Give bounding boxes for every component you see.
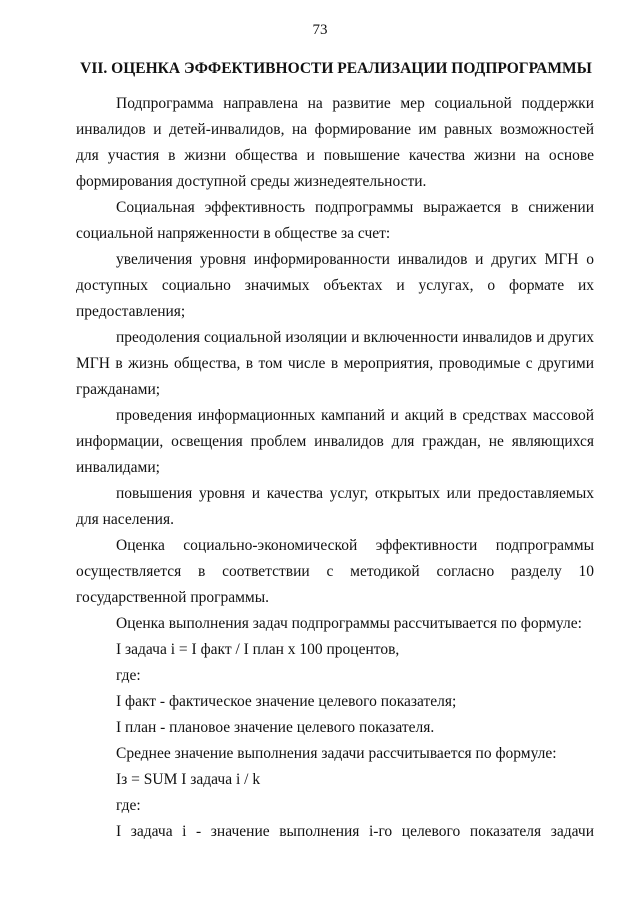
paragraph: Оценка социально-экономической эффективности подпрограммы осуществляется в соответствии с методикой согласно разделу 10 государственной программы.: [76, 537, 594, 606]
paragraph: I план - плановое значение целевого показателя.: [116, 719, 435, 736]
paragraph: преодоления социальной изоляции и включенности инвалидов и других МГН в жизнь общества, в том числе в мероприятия, проводимые с другими гражданами;: [76, 329, 594, 398]
paragraph: Социальная эффективность подпрограммы выражается в снижении социальной напряженности в обществе за счет:: [76, 199, 594, 242]
formula-line: Iз = SUM I задача i / k: [116, 771, 261, 788]
paragraph: где:: [116, 797, 141, 814]
paragraph: где:: [116, 667, 141, 684]
paragraph: Среднее значение выполнения задачи рассчитывается по формуле:: [116, 745, 557, 762]
paragraph: увеличения уровня информированности инвалидов и других МГН о доступных социально значимых объектах и услугах, о формате их предоставления;: [76, 251, 594, 320]
formula-line: I задача i = I факт / I план x 100 процентов,: [116, 641, 400, 658]
section-heading: VII. ОЦЕНКА ЭФФЕКТИВНОСТИ РЕАЛИЗАЦИИ ПОДПРОГРАММЫ: [80, 60, 592, 77]
paragraph: Оценка выполнения задач подпрограммы рассчитывается по формуле:: [116, 615, 582, 632]
paragraph: I задача i - значение выполнения i-го целевого показателя задачи: [116, 823, 594, 840]
body-text: [76, 91, 594, 845]
paragraph: повышения уровня и качества услуг, открытых или предоставляемых для населения.: [76, 485, 594, 528]
paragraph: Подпрограмма направлена на развитие мер социальной поддержки инвалидов и детей-инвалидов, на формирование им равных возможностей для участия в жизни общества и повышение качества жизни на основе формирования доступной среды жизнедеятельности.: [76, 95, 594, 190]
paragraph: I факт - фактическое значение целевого показателя;: [116, 693, 457, 710]
page-number: 73: [312, 22, 328, 38]
paragraph: проведения информационных кампаний и акций в средствах массовой информации, освещения проблем инвалидов для граждан, не являющихся инвалидами;: [76, 407, 594, 476]
